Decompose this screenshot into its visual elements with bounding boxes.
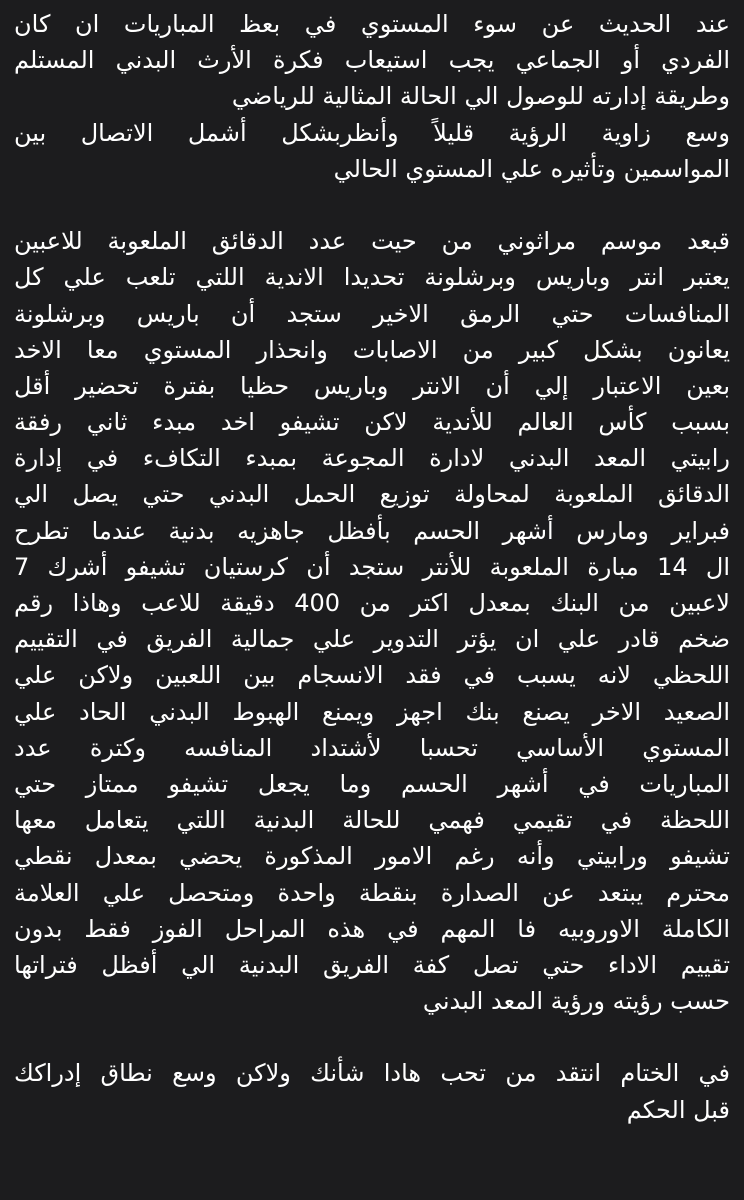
text-line: قبل الحكم	[626, 1095, 730, 1124]
text-line: يعتبر انتر وباريس وبرشلونة تحديدا الاندية اللتي تلعب علي كل	[14, 263, 730, 292]
text-line: يعانون بشكل كبير من الاصابات وانحذار المستوي معا الاخد	[14, 335, 730, 364]
text-line: ال 14 مبارة الملعوبة للأنتر ستجد أن كرستيان تشيفو أشرك 7	[14, 552, 731, 581]
text-line: المنافسات حتي الرمق الاخير ستجد أن باريس وبرشلونة	[14, 299, 730, 328]
text-line: تقييم الاداء حتي تصل كفة الفريق البدنية الي أفظل فتراتها	[14, 950, 730, 979]
paragraph-closing	[14, 1055, 730, 1127]
text-line: الفردي أو الجماعي يجب استيعاب فكرة الأرث البدني المستلم	[14, 46, 730, 75]
text-line: اللحظة في تقيمي فهمي للحالة البدنية اللتي يتعامل معها	[14, 806, 730, 835]
text-line: الدقائق الملعوبة لمحاولة توزيع الحمل البدني حتي يصل الي	[14, 480, 730, 509]
text-line: اللحظي لانه يسبب في فقد الانسجام بين اللعبين ولاكن علي	[14, 661, 730, 690]
note-body	[14, 6, 730, 1128]
text-line: الصعيد الاخر يصنع بنك اجهز ويمنع الهبوط البدني الحاد علي	[14, 697, 730, 726]
text-line: عند الحديث عن سوء المستوي في بعظ المباريات ان كان	[14, 10, 730, 38]
paragraph-main	[14, 223, 730, 1019]
text-line: الكاملة الاوروبيه فا المهم في هذه المراحل الفوز فقط بدون	[14, 914, 730, 943]
text-line: بسبب كأس العالم للأندية لاكن تشيفو اخد مبدء ثاني رفقة	[14, 408, 730, 437]
text-line: في الختام انتقد من تحب هادا شأنك ولاكن وسع نطاق إدراكك	[14, 1059, 730, 1088]
text-line: رابيتي المعد البدني لادارة المجوعة بمبدء التكافء في إدارة	[14, 444, 730, 473]
text-line: وسع زاوية الرؤية قليلاً وأنظربشكل أشمل الاتصال بين	[14, 118, 730, 147]
text-line: المباريات في أشهر الحسم وما يجعل تشيفو ممتاز حتي	[14, 769, 730, 798]
text-line: تشيفو ورابيتي وأنه رغم الامور المذكورة يحضي بمعدل نقطي	[14, 842, 730, 871]
text-line: فبراير ومارس أشهر الحسم بأفظل جاهزيه بدنية عندما تطرح	[14, 516, 730, 545]
paragraph-gap	[14, 187, 730, 223]
text-line: ضخم قادر علي ان يؤتر التدوير علي جمالية الفريق في التقييم	[14, 625, 730, 654]
text-line: لاعبين من البنك بمعدل اكتر من 400 دقيقة للاعب وهاذا رقم	[14, 589, 730, 617]
text-line: حسب رؤيته ورؤية المعد البدني	[422, 987, 730, 1016]
text-line: قبعد موسم مراثوني من حيت عدد الدقائق الملعوبة للاعبين	[14, 227, 730, 256]
text-line: المواسمين وتأثيره علي المستوي الحالي	[333, 154, 730, 183]
paragraph-intro	[14, 6, 730, 187]
paragraph-gap	[14, 1019, 730, 1055]
text-line: محترم يبتعد عن الصدارة بنقطة واحدة ومتحصل علي العلامة	[14, 878, 730, 907]
text-line: المستوي الأساسي تحسبا لأشتداد المنافسه وكترة عدد	[14, 733, 730, 762]
text-line: بعين الاعتبار إلي أن الانتر وباريس حظيا بفترة تحضير أقل	[14, 371, 730, 400]
text-line: وطريقة إدارته للوصول الي الحالة المثالية للرياضي	[231, 82, 730, 111]
